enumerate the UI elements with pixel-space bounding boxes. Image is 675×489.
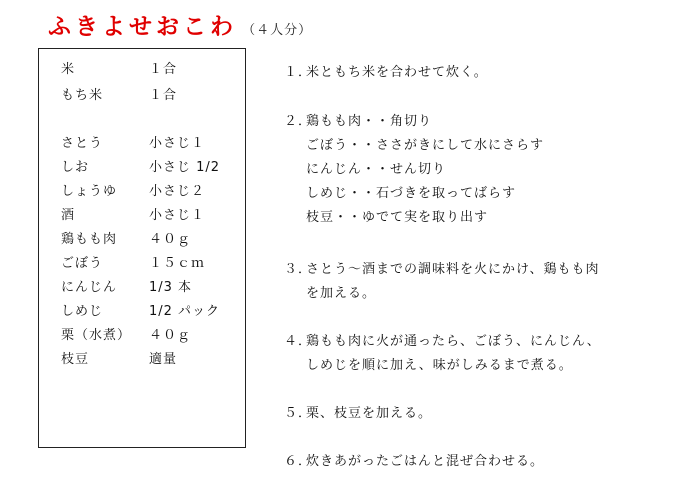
step-text: さとう～酒までの調味料を火にかけ、鶏もも肉	[306, 262, 600, 277]
ingredient-row-salt	[61, 157, 241, 179]
ingredient-amount: 小さじ１	[149, 208, 206, 223]
recipe-title-main: ふきよせおこわ	[48, 14, 237, 40]
ingredient-amount: １合	[149, 62, 178, 77]
ingredient-name: 枝豆	[61, 352, 90, 367]
ingredient-name: にんじん	[61, 280, 118, 295]
ingredient-name: もち米	[61, 88, 104, 103]
ingredient-row-burdock	[61, 253, 241, 275]
ingredient-row-sake	[61, 205, 241, 227]
step-number: ６．	[284, 454, 313, 469]
ingredient-row-carrot	[61, 277, 241, 299]
step-text: 栗、枝豆を加える。	[306, 406, 433, 421]
ingredient-amount: ４０ｇ	[149, 328, 192, 343]
ingredient-row-shimeji	[61, 301, 241, 323]
ingredient-row-soy-sauce	[61, 181, 241, 203]
step-number: ３．	[284, 262, 313, 277]
step-number: １．	[284, 65, 313, 80]
ingredient-amount: 小さじ２	[149, 184, 206, 199]
ingredient-name: 鶏もも肉	[61, 232, 118, 247]
step-3-line-2: を加える。	[306, 286, 377, 301]
ingredient-amount: 小さじ 1/2	[149, 160, 221, 175]
step-number: ５．	[284, 406, 313, 421]
ingredient-row-chicken	[61, 229, 241, 251]
ingredient-list	[38, 48, 246, 448]
step-text: 鶏もも肉に火が通ったら、ごぼう、にんじん、	[306, 334, 601, 349]
step-text: 鶏もも肉・・角切り	[306, 114, 433, 129]
step-text: 炊きあがったごはんと混ぜ合わせる。	[306, 454, 545, 469]
recipe-title	[48, 8, 312, 41]
ingredient-name: ごぼう	[61, 256, 104, 271]
ingredient-name: さとう	[61, 136, 104, 151]
ingredient-name: 酒	[61, 208, 76, 223]
step-2-line-5: 枝豆・・ゆでて実を取り出す	[306, 210, 489, 225]
ingredient-row-sugar	[61, 133, 241, 155]
ingredient-amount: 適量	[149, 352, 178, 367]
step-4-line-2: しめじを順に加え、味がしみるまで煮る。	[306, 358, 573, 373]
ingredient-amount: 1/3 本	[149, 280, 193, 295]
ingredient-name: しょうゆ	[61, 184, 118, 199]
ingredient-row-rice	[61, 59, 241, 81]
ingredient-row-edamame	[61, 349, 241, 371]
ingredient-name: 栗（水煮）	[61, 328, 132, 343]
step-2-line-3: にんじん・・せん切り	[306, 162, 447, 177]
ingredient-name: しお	[61, 160, 90, 175]
ingredient-name: しめじ	[61, 304, 104, 319]
recipe-servings: （４人分）	[242, 23, 313, 38]
ingredient-name: 米	[61, 62, 76, 77]
ingredient-row-chestnut	[61, 325, 241, 347]
step-2-line-2: ごぼう・・ささがきにして水にさらす	[306, 138, 545, 153]
ingredient-amount: １合	[149, 88, 178, 103]
ingredient-amount: 1/2 パック	[149, 304, 221, 319]
ingredient-amount: ４０ｇ	[149, 232, 192, 247]
step-number: ４．	[284, 334, 313, 349]
step-number: ２．	[284, 114, 313, 129]
ingredient-row-glutinous-rice	[61, 85, 241, 107]
ingredient-amount: 小さじ１	[149, 136, 206, 151]
step-2-line-4: しめじ・・石づきを取ってばらす	[306, 186, 517, 201]
ingredient-amount: １５ｃｍ	[149, 256, 206, 271]
step-text: 米ともち米を合わせて炊く。	[306, 65, 488, 80]
